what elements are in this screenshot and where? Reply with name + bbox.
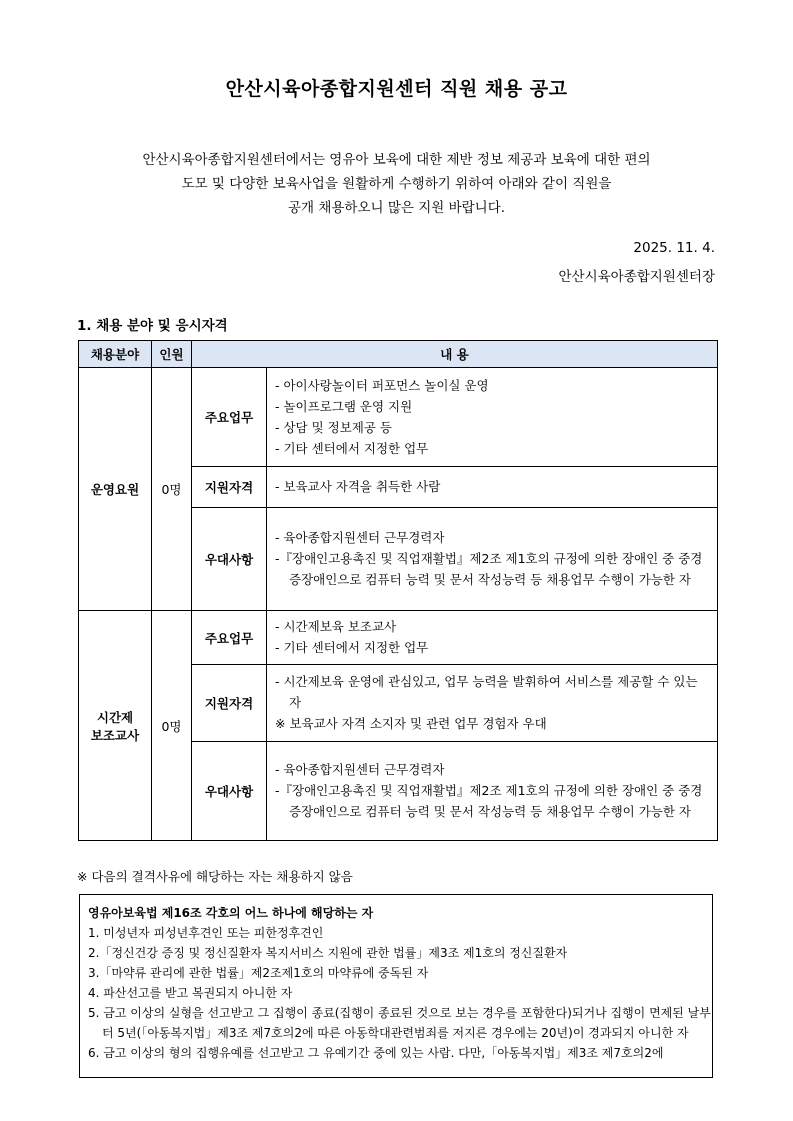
header-count: 인원	[152, 341, 192, 368]
position-count: 0명	[152, 368, 192, 611]
content-line: - 놀이프로그램 운영 지원	[275, 398, 413, 414]
position-field: 운영요원	[79, 368, 152, 611]
row-label: 지원자격	[192, 467, 267, 508]
position-field-line: 시간제	[96, 709, 134, 725]
list-item: 3.「마약류 관리에 관한 법률」제2조제1호의 마약류에 중독된 자	[88, 966, 429, 980]
content-line: - 상담 및 정보제공 등	[275, 419, 393, 435]
disqualification-box	[79, 894, 713, 1078]
header-field: 채용분야	[79, 341, 152, 368]
row-label: 주요업무	[192, 611, 267, 665]
content-line: - 보육교사 자격을 취득한 사람	[275, 479, 441, 494]
content-line: ※ 보육교사 자격 소지자 및 관련 업무 경험자 우대	[275, 716, 547, 731]
content-line: - 육아종합지원센터 근무경력자	[275, 762, 445, 777]
position-count: 0명	[152, 611, 192, 841]
table-row	[79, 611, 718, 665]
row-content	[267, 508, 718, 611]
row-label: 지원자격	[192, 665, 267, 742]
position-field-line: 보조교사	[90, 727, 140, 743]
table-row	[79, 368, 718, 467]
content-line: -『장애인고용촉진 및 직업재활법』제2조 제1호의 규정에 의한 장애인 중 중경증장애인으로 컴퓨터 능력 및 문서 작성능력 등 채용업무 수행이 가능한 자	[275, 551, 703, 587]
content-line: - 기타 센터에서 지정한 업무	[275, 440, 429, 456]
announcement-date: 2025. 11. 4.	[633, 240, 715, 256]
list-item: 6. 금고 이상의 형의 집행유예를 선고받고 그 유예기간 중에 있는 사람. 다만,「아동복지법」제3조 제7호의2에	[88, 1046, 664, 1060]
row-content	[267, 665, 718, 742]
content-line: -『장애인고용촉진 및 직업재활법』제2조 제1호의 규정에 의한 장애인 중 중경증장애인으로 컴퓨터 능력 및 문서 작성능력 등 채용업무 수행이 가능한 자	[275, 783, 703, 819]
row-content	[267, 611, 718, 665]
intro-paragraph	[60, 148, 733, 220]
disqualification-note: ※ 다음의 결격사유에 해당하는 자는 채용하지 않음	[77, 869, 353, 884]
list-item: 1. 미성년자 피성년후견인 또는 피한정후견인	[88, 926, 324, 940]
row-label: 주요업무	[192, 368, 267, 467]
list-item: 5. 금고 이상의 실형을 선고받고 그 집행이 종료(집행이 종료된 것으로 보는 경우를 포함한다)되거나 집행이 면제된 날부터 5년(「아동복지법」제3조 제7호의2에 따른 아동학대관련범죄를 저지른 경우에는 20년)이 경과되지 아니한 자	[88, 1006, 711, 1040]
row-content	[267, 742, 718, 841]
page-title: 안산시육아종합지원센터 직원 채용 공고	[225, 78, 568, 100]
content-line: - 육아종합지원센터 근무경력자	[275, 530, 445, 545]
disqualification-heading: 영유아보육법 제16조 각호의 어느 하나에 해당하는 자	[88, 906, 374, 920]
signer: 안산시육아종합지원센터장	[558, 269, 715, 285]
row-content	[267, 467, 718, 508]
content-line: - 시간제보육 보조교사	[275, 619, 397, 634]
intro-line: 공개 채용하오니 많은 지원 바랍니다.	[287, 200, 506, 216]
section-title: 1. 채용 분야 및 응시자격	[77, 318, 228, 334]
content-line: - 기타 센터에서 지정한 업무	[275, 640, 429, 655]
content-line: - 아이사랑놀이터 퍼포먼스 놀이실 운영	[275, 377, 489, 393]
list-item: 2.「정신건강 증징 및 정신질환자 복지서비스 지원에 관한 법률」제3조 제1호의 정신질환자	[88, 946, 568, 960]
row-content	[267, 368, 718, 467]
list-item: 4. 파산선고를 받고 복권되지 아니한 자	[88, 986, 293, 1000]
intro-line: 도모 및 다양한 보육사업을 원활하게 수행하기 위하여 아래와 같이 직원을	[181, 176, 612, 192]
intro-line: 안산시육아종합지원센터에서는 영유아 보육에 대한 제반 정보 제공과 보육에 대한 편의	[142, 152, 651, 168]
position-field	[79, 611, 152, 841]
header-content: 내 용	[192, 341, 718, 368]
recruitment-table	[78, 340, 718, 841]
row-label: 우대사항	[192, 742, 267, 841]
table-header-row	[79, 341, 718, 368]
content-line: - 시간제보육 운영에 관심있고, 업무 능력을 발휘하여 서비스를 제공할 수 있는 자	[275, 674, 698, 710]
row-label: 우대사항	[192, 508, 267, 611]
